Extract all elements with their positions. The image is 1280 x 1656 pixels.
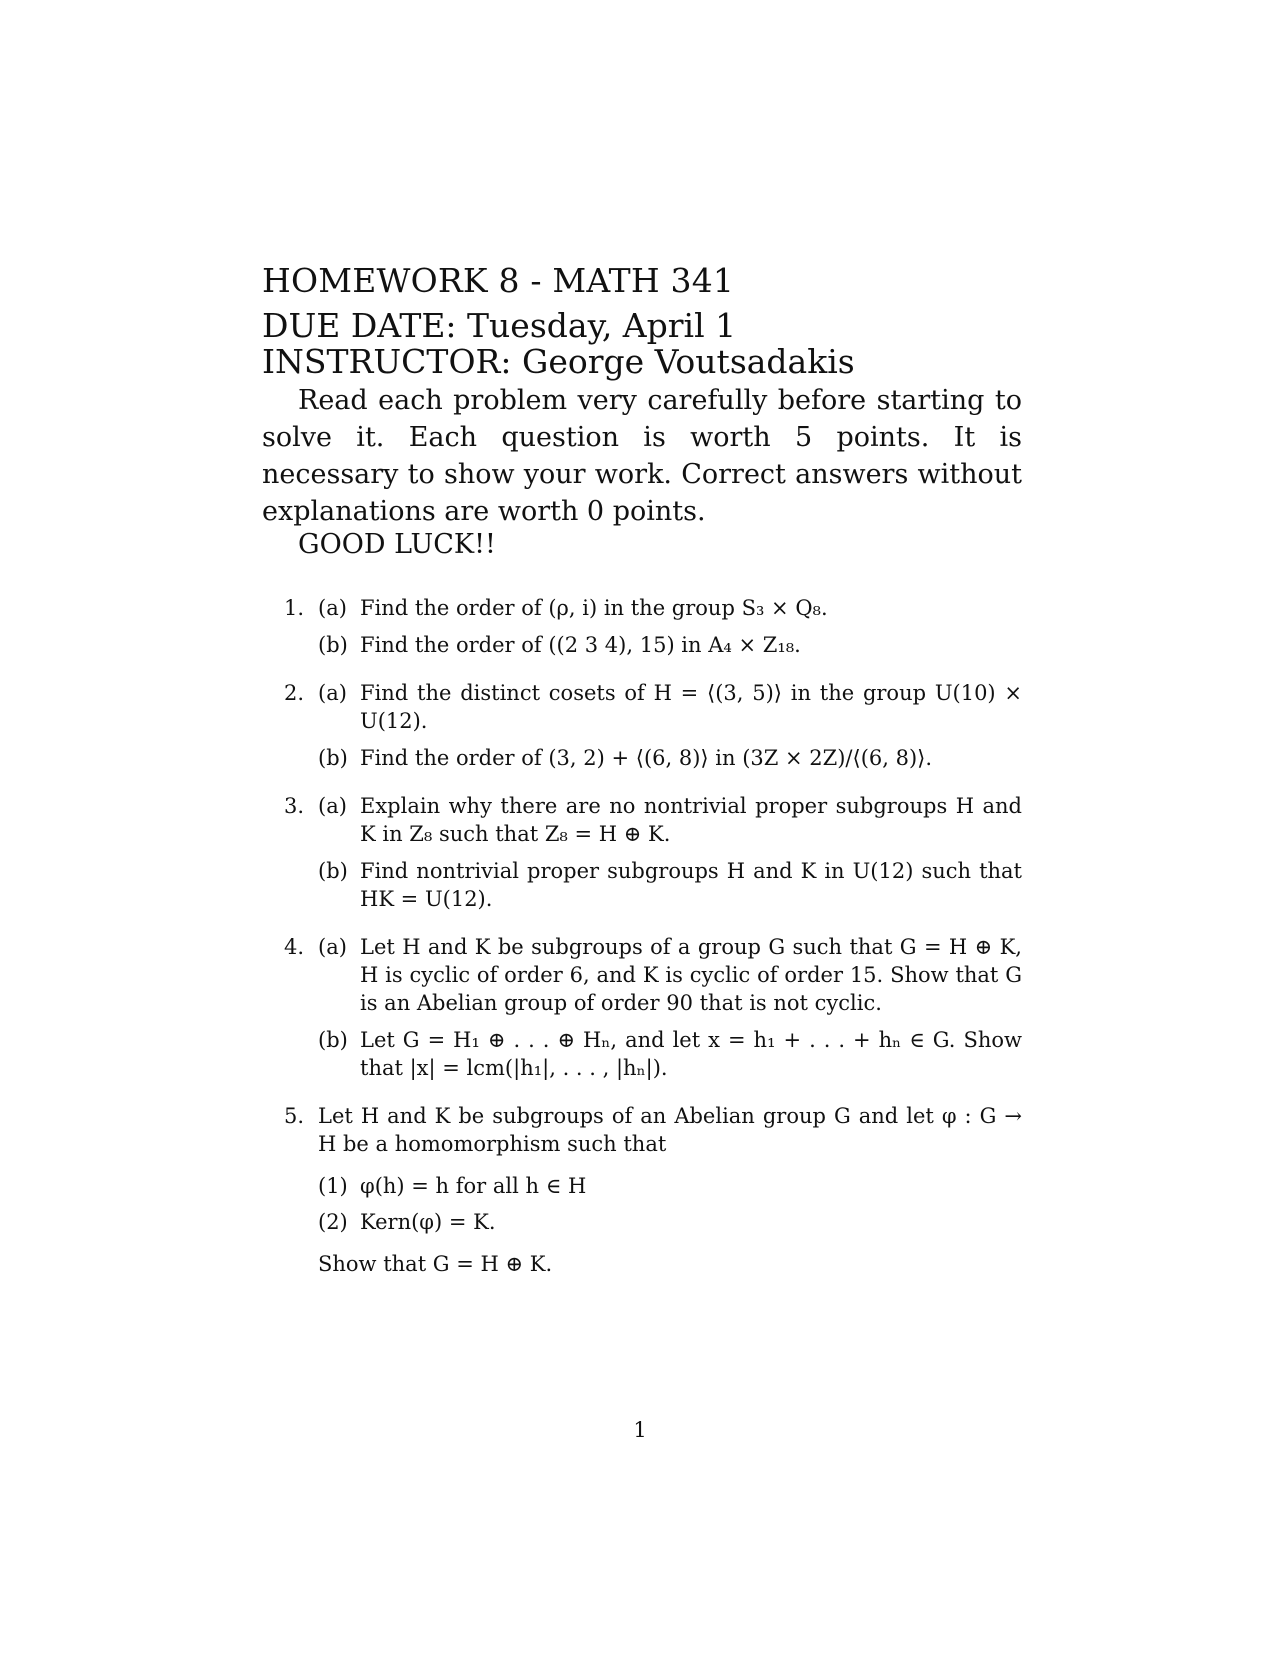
part-label: (b) [318,859,348,883]
problem-2 [262,679,1022,772]
part-label: (a) [318,596,347,620]
part-label: (b) [318,1028,348,1052]
problem-number: 1. [283,596,304,620]
condition-label: (1) [318,1174,348,1198]
condition-text: φ(h) = h for all h ∈ H [360,1174,587,1198]
part-text: Let H and K be subgroups of a group G such that G = H ⊕ K, H is cyclic of order 6, and K is cyclic of order 15. Show that G is an Abelian group of order 90 that is not cyclic. [360,935,1022,1015]
homework-title: HOMEWORK 8 - MATH 341 [262,261,735,300]
condition-list [318,1172,1022,1236]
problem-3b [318,857,1022,913]
condition-label: (2) [318,1210,348,1234]
part-text: Find the order of (3, 2) + ⟨(6, 8)⟩ in (3Z × 2Z)/⟨(6, 8)⟩. [360,746,933,770]
problem-5-statement: Let H and K be subgroups of an Abelian group G and let φ : G → H be a homomorphism such that [318,1104,1022,1156]
instructor: INSTRUCTOR: George Voutsadakis [262,342,855,381]
part-label: (a) [318,935,347,959]
document-page [262,262,1022,1298]
condition-text: Kern(φ) = K. [360,1210,496,1234]
condition-2 [318,1208,1022,1236]
problem-number: 2. [283,681,304,705]
part-text: Explain why there are no nontrivial proper subgroups H and K in Z₈ such that Z₈ = H ⊕ K. [360,794,1022,846]
part-label: (a) [318,681,347,705]
problem-number: 4. [283,935,304,959]
part-text: Find the order of (ρ, i) in the group S₃ × Q₈. [360,596,828,620]
problem-1 [262,594,1022,659]
instructions-paragraph: Read each problem very carefully before starting to solve it. Each question is worth 5 points. It is necessary to show your work. Correct answers without explanations are worth 0 points. [262,385,1022,527]
problem-number: 5. [283,1104,304,1128]
problem-4b [318,1026,1022,1082]
page-number: 1 [633,1418,647,1442]
problem-5 [262,1102,1022,1278]
part-text: Find nontrivial proper subgroups H and K in U(12) such that HK = U(12). [360,859,1022,911]
problem-list [262,594,1022,1278]
problem-number: 3. [283,794,304,818]
problem-3a [318,792,1022,848]
problem-3 [262,792,1022,913]
problem-5-conclusion: Show that G = H ⊕ K. [318,1252,553,1276]
problem-2b [318,744,1022,772]
good-luck: GOOD LUCK!! [298,529,496,560]
due-date: DUE DATE: Tuesday, April 1 [262,306,737,345]
part-text: Find the distinct cosets of H = ⟨(3, 5)⟩ in the group U(10) × U(12). [360,681,1022,733]
part-label: (b) [318,746,348,770]
condition-1 [318,1172,1022,1200]
problem-4 [262,933,1022,1082]
problem-2a [318,679,1022,735]
part-label: (a) [318,794,347,818]
problem-1a [318,594,1022,622]
part-text: Find the order of ((2 3 4), 15) in A₄ × Z₁₈. [360,633,801,657]
part-text: Let G = H₁ ⊕ . . . ⊕ Hₙ, and let x = h₁ + . . . + hₙ ∈ G. Show that |x| = lcm(|h₁|, . . . , |hₙ|). [360,1028,1022,1080]
part-label: (b) [318,633,348,657]
problem-4a [318,933,1022,1017]
problem-1b [318,631,1022,659]
